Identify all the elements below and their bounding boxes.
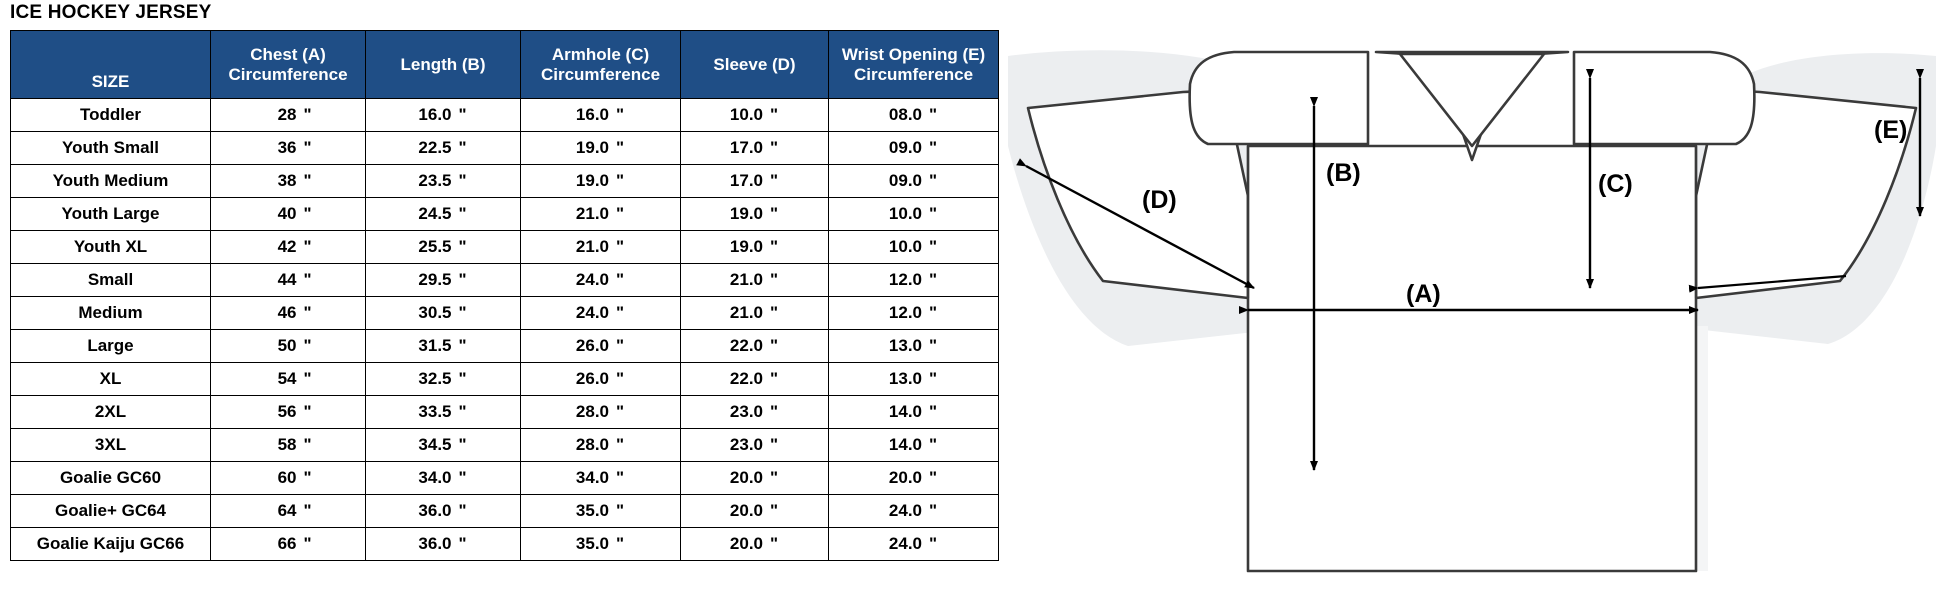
cell-sleeve bbox=[681, 528, 829, 561]
cell-unit: " bbox=[303, 468, 312, 488]
cell-length bbox=[366, 297, 521, 330]
cell-chest bbox=[211, 231, 366, 264]
cell-value: 29.5 bbox=[418, 270, 452, 290]
cell-armhole bbox=[521, 231, 681, 264]
table-row bbox=[11, 264, 999, 297]
cell-armhole bbox=[521, 330, 681, 363]
cell-length bbox=[366, 462, 521, 495]
cell-wrist bbox=[829, 99, 999, 132]
cell-wrist bbox=[829, 132, 999, 165]
cell-value: 30.5 bbox=[418, 303, 452, 323]
cell-value: 32.5 bbox=[418, 369, 452, 389]
cell-value: 42 bbox=[277, 237, 297, 257]
cell-wrist bbox=[829, 528, 999, 561]
cell-unit: " bbox=[929, 171, 938, 191]
cell-unit: " bbox=[616, 303, 625, 323]
cell-value: 14.0 bbox=[888, 402, 922, 422]
cell-value: 58 bbox=[277, 435, 297, 455]
cell-value: 10.0 bbox=[888, 237, 922, 257]
cell-value: 24.0 bbox=[575, 270, 609, 290]
table-row bbox=[11, 429, 999, 462]
cell-unit: " bbox=[929, 402, 938, 422]
cell-unit: " bbox=[770, 534, 779, 554]
cell-length bbox=[366, 231, 521, 264]
cell-value: 28.0 bbox=[575, 435, 609, 455]
column-header-wrist: Wrist Opening (E) Circumference bbox=[829, 31, 999, 99]
cell-unit: " bbox=[770, 204, 779, 224]
cell-wrist bbox=[829, 198, 999, 231]
cell-unit: " bbox=[929, 105, 938, 125]
cell-value: 34.0 bbox=[575, 468, 609, 488]
cell-armhole bbox=[521, 99, 681, 132]
cell-value: 19.0 bbox=[575, 171, 609, 191]
cell-unit: " bbox=[616, 468, 625, 488]
cell-sleeve bbox=[681, 132, 829, 165]
cell-length bbox=[366, 396, 521, 429]
cell-value: 12.0 bbox=[888, 270, 922, 290]
cell-unit: " bbox=[303, 435, 312, 455]
cell-value: 19.0 bbox=[575, 138, 609, 158]
cell-wrist bbox=[829, 495, 999, 528]
cell-value: 22.0 bbox=[729, 336, 763, 356]
cell-length bbox=[366, 495, 521, 528]
cell-unit: " bbox=[303, 237, 312, 257]
cell-unit: " bbox=[929, 204, 938, 224]
cell-size: 3XL bbox=[11, 429, 211, 462]
cell-sleeve bbox=[681, 99, 829, 132]
cell-value: 08.0 bbox=[888, 105, 922, 125]
table-row bbox=[11, 330, 999, 363]
cell-unit: " bbox=[929, 501, 938, 521]
cell-unit: " bbox=[616, 369, 625, 389]
cell-value: 21.0 bbox=[575, 237, 609, 257]
cell-unit: " bbox=[616, 402, 625, 422]
cell-size: XL bbox=[11, 363, 211, 396]
cell-unit: " bbox=[458, 369, 467, 389]
cell-length bbox=[366, 99, 521, 132]
table-row bbox=[11, 495, 999, 528]
cell-size: Toddler bbox=[11, 99, 211, 132]
cell-unit: " bbox=[303, 270, 312, 290]
cell-unit: " bbox=[303, 105, 312, 125]
cell-unit: " bbox=[458, 303, 467, 323]
cell-unit: " bbox=[929, 534, 938, 554]
cell-length bbox=[366, 165, 521, 198]
cell-unit: " bbox=[616, 501, 625, 521]
cell-value: 28 bbox=[277, 105, 297, 125]
cell-unit: " bbox=[458, 501, 467, 521]
cell-wrist bbox=[829, 396, 999, 429]
cell-armhole bbox=[521, 495, 681, 528]
table-body bbox=[11, 99, 999, 561]
cell-wrist bbox=[829, 264, 999, 297]
cell-unit: " bbox=[770, 171, 779, 191]
cell-chest bbox=[211, 99, 366, 132]
cell-value: 23.0 bbox=[729, 402, 763, 422]
cell-value: 19.0 bbox=[729, 237, 763, 257]
cell-value: 44 bbox=[277, 270, 297, 290]
cell-armhole bbox=[521, 396, 681, 429]
cell-value: 19.0 bbox=[729, 204, 763, 224]
cell-length bbox=[366, 132, 521, 165]
cell-unit: " bbox=[770, 402, 779, 422]
column-header-armhole: Armhole (C) Circumference bbox=[521, 31, 681, 99]
cell-unit: " bbox=[303, 204, 312, 224]
cell-value: 16.0 bbox=[575, 105, 609, 125]
cell-unit: " bbox=[303, 402, 312, 422]
cell-armhole bbox=[521, 165, 681, 198]
table-row bbox=[11, 396, 999, 429]
cell-chest bbox=[211, 429, 366, 462]
cell-value: 22.0 bbox=[729, 369, 763, 389]
diagram-label-e: (E) bbox=[1874, 116, 1908, 144]
cell-value: 21.0 bbox=[729, 303, 763, 323]
cell-unit: " bbox=[303, 303, 312, 323]
cell-unit: " bbox=[616, 435, 625, 455]
cell-sleeve bbox=[681, 231, 829, 264]
cell-value: 34.0 bbox=[418, 468, 452, 488]
cell-value: 66 bbox=[277, 534, 297, 554]
cell-value: 10.0 bbox=[729, 105, 763, 125]
cell-unit: " bbox=[770, 501, 779, 521]
cell-sleeve bbox=[681, 198, 829, 231]
cell-value: 21.0 bbox=[575, 204, 609, 224]
cell-value: 20.0 bbox=[888, 468, 922, 488]
cell-unit: " bbox=[458, 171, 467, 191]
cell-chest bbox=[211, 297, 366, 330]
cell-unit: " bbox=[458, 105, 467, 125]
column-header-sleeve: Sleeve (D) bbox=[681, 31, 829, 99]
cell-value: 09.0 bbox=[888, 138, 922, 158]
cell-unit: " bbox=[303, 138, 312, 158]
cell-value: 24.0 bbox=[888, 501, 922, 521]
cell-sleeve bbox=[681, 297, 829, 330]
cell-value: 10.0 bbox=[888, 204, 922, 224]
cell-sleeve bbox=[681, 165, 829, 198]
cell-unit: " bbox=[458, 402, 467, 422]
cell-value: 35.0 bbox=[575, 501, 609, 521]
cell-armhole bbox=[521, 132, 681, 165]
cell-chest bbox=[211, 165, 366, 198]
cell-value: 36.0 bbox=[418, 501, 452, 521]
cell-unit: " bbox=[616, 534, 625, 554]
cell-wrist bbox=[829, 429, 999, 462]
cell-armhole bbox=[521, 429, 681, 462]
cell-unit: " bbox=[770, 270, 779, 290]
cell-value: 54 bbox=[277, 369, 297, 389]
cell-unit: " bbox=[303, 534, 312, 554]
cell-unit: " bbox=[458, 270, 467, 290]
cell-value: 46 bbox=[277, 303, 297, 323]
cell-unit: " bbox=[616, 204, 625, 224]
cell-unit: " bbox=[770, 303, 779, 323]
cell-armhole bbox=[521, 462, 681, 495]
table-row bbox=[11, 165, 999, 198]
cell-unit: " bbox=[929, 237, 938, 257]
cell-wrist bbox=[829, 165, 999, 198]
cell-length bbox=[366, 264, 521, 297]
cell-armhole bbox=[521, 264, 681, 297]
cell-value: 35.0 bbox=[575, 534, 609, 554]
table-row bbox=[11, 297, 999, 330]
cell-unit: " bbox=[770, 369, 779, 389]
cell-wrist bbox=[829, 363, 999, 396]
cell-value: 21.0 bbox=[729, 270, 763, 290]
cell-unit: " bbox=[929, 435, 938, 455]
cell-value: 14.0 bbox=[888, 435, 922, 455]
cell-unit: " bbox=[929, 336, 938, 356]
cell-unit: " bbox=[616, 138, 625, 158]
cell-value: 28.0 bbox=[575, 402, 609, 422]
table-header-row bbox=[11, 31, 999, 99]
cell-size: Goalie Kaiju GC66 bbox=[11, 528, 211, 561]
cell-chest bbox=[211, 396, 366, 429]
cell-unit: " bbox=[303, 369, 312, 389]
diagram-label-b: (B) bbox=[1326, 159, 1361, 187]
cell-value: 20.0 bbox=[729, 501, 763, 521]
cell-chest bbox=[211, 330, 366, 363]
cell-unit: " bbox=[770, 468, 779, 488]
table-row bbox=[11, 99, 999, 132]
cell-value: 24.0 bbox=[888, 534, 922, 554]
cell-chest bbox=[211, 132, 366, 165]
cell-chest bbox=[211, 462, 366, 495]
cell-armhole bbox=[521, 198, 681, 231]
cell-unit: " bbox=[770, 105, 779, 125]
cell-sleeve bbox=[681, 429, 829, 462]
cell-size: Small bbox=[11, 264, 211, 297]
cell-value: 22.5 bbox=[418, 138, 452, 158]
cell-value: 24.5 bbox=[418, 204, 452, 224]
cell-size: 2XL bbox=[11, 396, 211, 429]
cell-value: 23.0 bbox=[729, 435, 763, 455]
cell-value: 40 bbox=[277, 204, 297, 224]
cell-unit: " bbox=[616, 270, 625, 290]
cell-value: 23.5 bbox=[418, 171, 452, 191]
table-header bbox=[11, 31, 999, 99]
cell-value: 12.0 bbox=[888, 303, 922, 323]
cell-value: 34.5 bbox=[418, 435, 452, 455]
cell-size: Youth XL bbox=[11, 231, 211, 264]
cell-chest bbox=[211, 528, 366, 561]
cell-length bbox=[366, 330, 521, 363]
cell-length bbox=[366, 528, 521, 561]
cell-value: 60 bbox=[277, 468, 297, 488]
cell-value: 31.5 bbox=[418, 336, 452, 356]
cell-value: 13.0 bbox=[888, 336, 922, 356]
cell-value: 16.0 bbox=[418, 105, 452, 125]
cell-value: 17.0 bbox=[729, 138, 763, 158]
cell-unit: " bbox=[770, 237, 779, 257]
cell-sleeve bbox=[681, 495, 829, 528]
cell-unit: " bbox=[458, 468, 467, 488]
cell-wrist bbox=[829, 462, 999, 495]
column-header-length: Length (B) bbox=[366, 31, 521, 99]
cell-unit: " bbox=[929, 270, 938, 290]
cell-unit: " bbox=[458, 336, 467, 356]
jersey-diagram bbox=[1008, 26, 1936, 586]
cell-value: 26.0 bbox=[575, 369, 609, 389]
cell-size: Medium bbox=[11, 297, 211, 330]
cell-unit: " bbox=[303, 336, 312, 356]
cell-unit: " bbox=[458, 435, 467, 455]
cell-unit: " bbox=[929, 138, 938, 158]
diagram-label-c: (C) bbox=[1598, 170, 1633, 198]
cell-size: Goalie GC60 bbox=[11, 462, 211, 495]
cell-value: 26.0 bbox=[575, 336, 609, 356]
cell-unit: " bbox=[616, 237, 625, 257]
cell-sleeve bbox=[681, 264, 829, 297]
cell-unit: " bbox=[929, 468, 938, 488]
cell-size: Goalie+ GC64 bbox=[11, 495, 211, 528]
table-row bbox=[11, 198, 999, 231]
cell-unit: " bbox=[616, 105, 625, 125]
diagram-label-d: (D) bbox=[1142, 186, 1177, 214]
cell-value: 64 bbox=[277, 501, 297, 521]
cell-chest bbox=[211, 495, 366, 528]
cell-unit: " bbox=[929, 303, 938, 323]
cell-value: 20.0 bbox=[729, 468, 763, 488]
cell-sleeve bbox=[681, 330, 829, 363]
cell-wrist bbox=[829, 330, 999, 363]
cell-unit: " bbox=[458, 534, 467, 554]
column-header-chest: Chest (A) Circumference bbox=[211, 31, 366, 99]
table-row bbox=[11, 363, 999, 396]
cell-armhole bbox=[521, 363, 681, 396]
diagram-label-a: (A) bbox=[1406, 280, 1441, 308]
cell-unit: " bbox=[458, 237, 467, 257]
cell-chest bbox=[211, 363, 366, 396]
table-row bbox=[11, 132, 999, 165]
cell-value: 13.0 bbox=[888, 369, 922, 389]
cell-unit: " bbox=[770, 435, 779, 455]
cell-wrist bbox=[829, 297, 999, 330]
cell-length bbox=[366, 198, 521, 231]
cell-size: Youth Small bbox=[11, 132, 211, 165]
cell-value: 24.0 bbox=[575, 303, 609, 323]
cell-wrist bbox=[829, 231, 999, 264]
cell-unit: " bbox=[929, 369, 938, 389]
cell-unit: " bbox=[303, 501, 312, 521]
cell-size: Large bbox=[11, 330, 211, 363]
cell-value: 36.0 bbox=[418, 534, 452, 554]
table-row bbox=[11, 462, 999, 495]
cell-unit: " bbox=[770, 336, 779, 356]
cell-value: 56 bbox=[277, 402, 297, 422]
cell-value: 33.5 bbox=[418, 402, 452, 422]
column-header-size: SIZE bbox=[11, 31, 211, 99]
cell-length bbox=[366, 363, 521, 396]
cell-unit: " bbox=[770, 138, 779, 158]
cell-armhole bbox=[521, 528, 681, 561]
table-row bbox=[11, 231, 999, 264]
cell-armhole bbox=[521, 297, 681, 330]
cell-size: Youth Large bbox=[11, 198, 211, 231]
cell-value: 38 bbox=[277, 171, 297, 191]
cell-value: 36 bbox=[277, 138, 297, 158]
cell-value: 17.0 bbox=[729, 171, 763, 191]
page-title: ICE HOCKEY JERSEY bbox=[10, 2, 212, 23]
cell-sleeve bbox=[681, 363, 829, 396]
cell-unit: " bbox=[303, 171, 312, 191]
cell-sleeve bbox=[681, 462, 829, 495]
cell-unit: " bbox=[458, 204, 467, 224]
cell-unit: " bbox=[616, 336, 625, 356]
cell-length bbox=[366, 429, 521, 462]
table-row bbox=[11, 528, 999, 561]
cell-value: 50 bbox=[277, 336, 297, 356]
cell-size: Youth Medium bbox=[11, 165, 211, 198]
cell-unit: " bbox=[616, 171, 625, 191]
cell-sleeve bbox=[681, 396, 829, 429]
cell-unit: " bbox=[458, 138, 467, 158]
size-table bbox=[10, 30, 999, 561]
cell-value: 20.0 bbox=[729, 534, 763, 554]
cell-value: 09.0 bbox=[888, 171, 922, 191]
size-table-container bbox=[10, 30, 998, 561]
cell-value: 25.5 bbox=[418, 237, 452, 257]
cell-chest bbox=[211, 198, 366, 231]
cell-chest bbox=[211, 264, 366, 297]
